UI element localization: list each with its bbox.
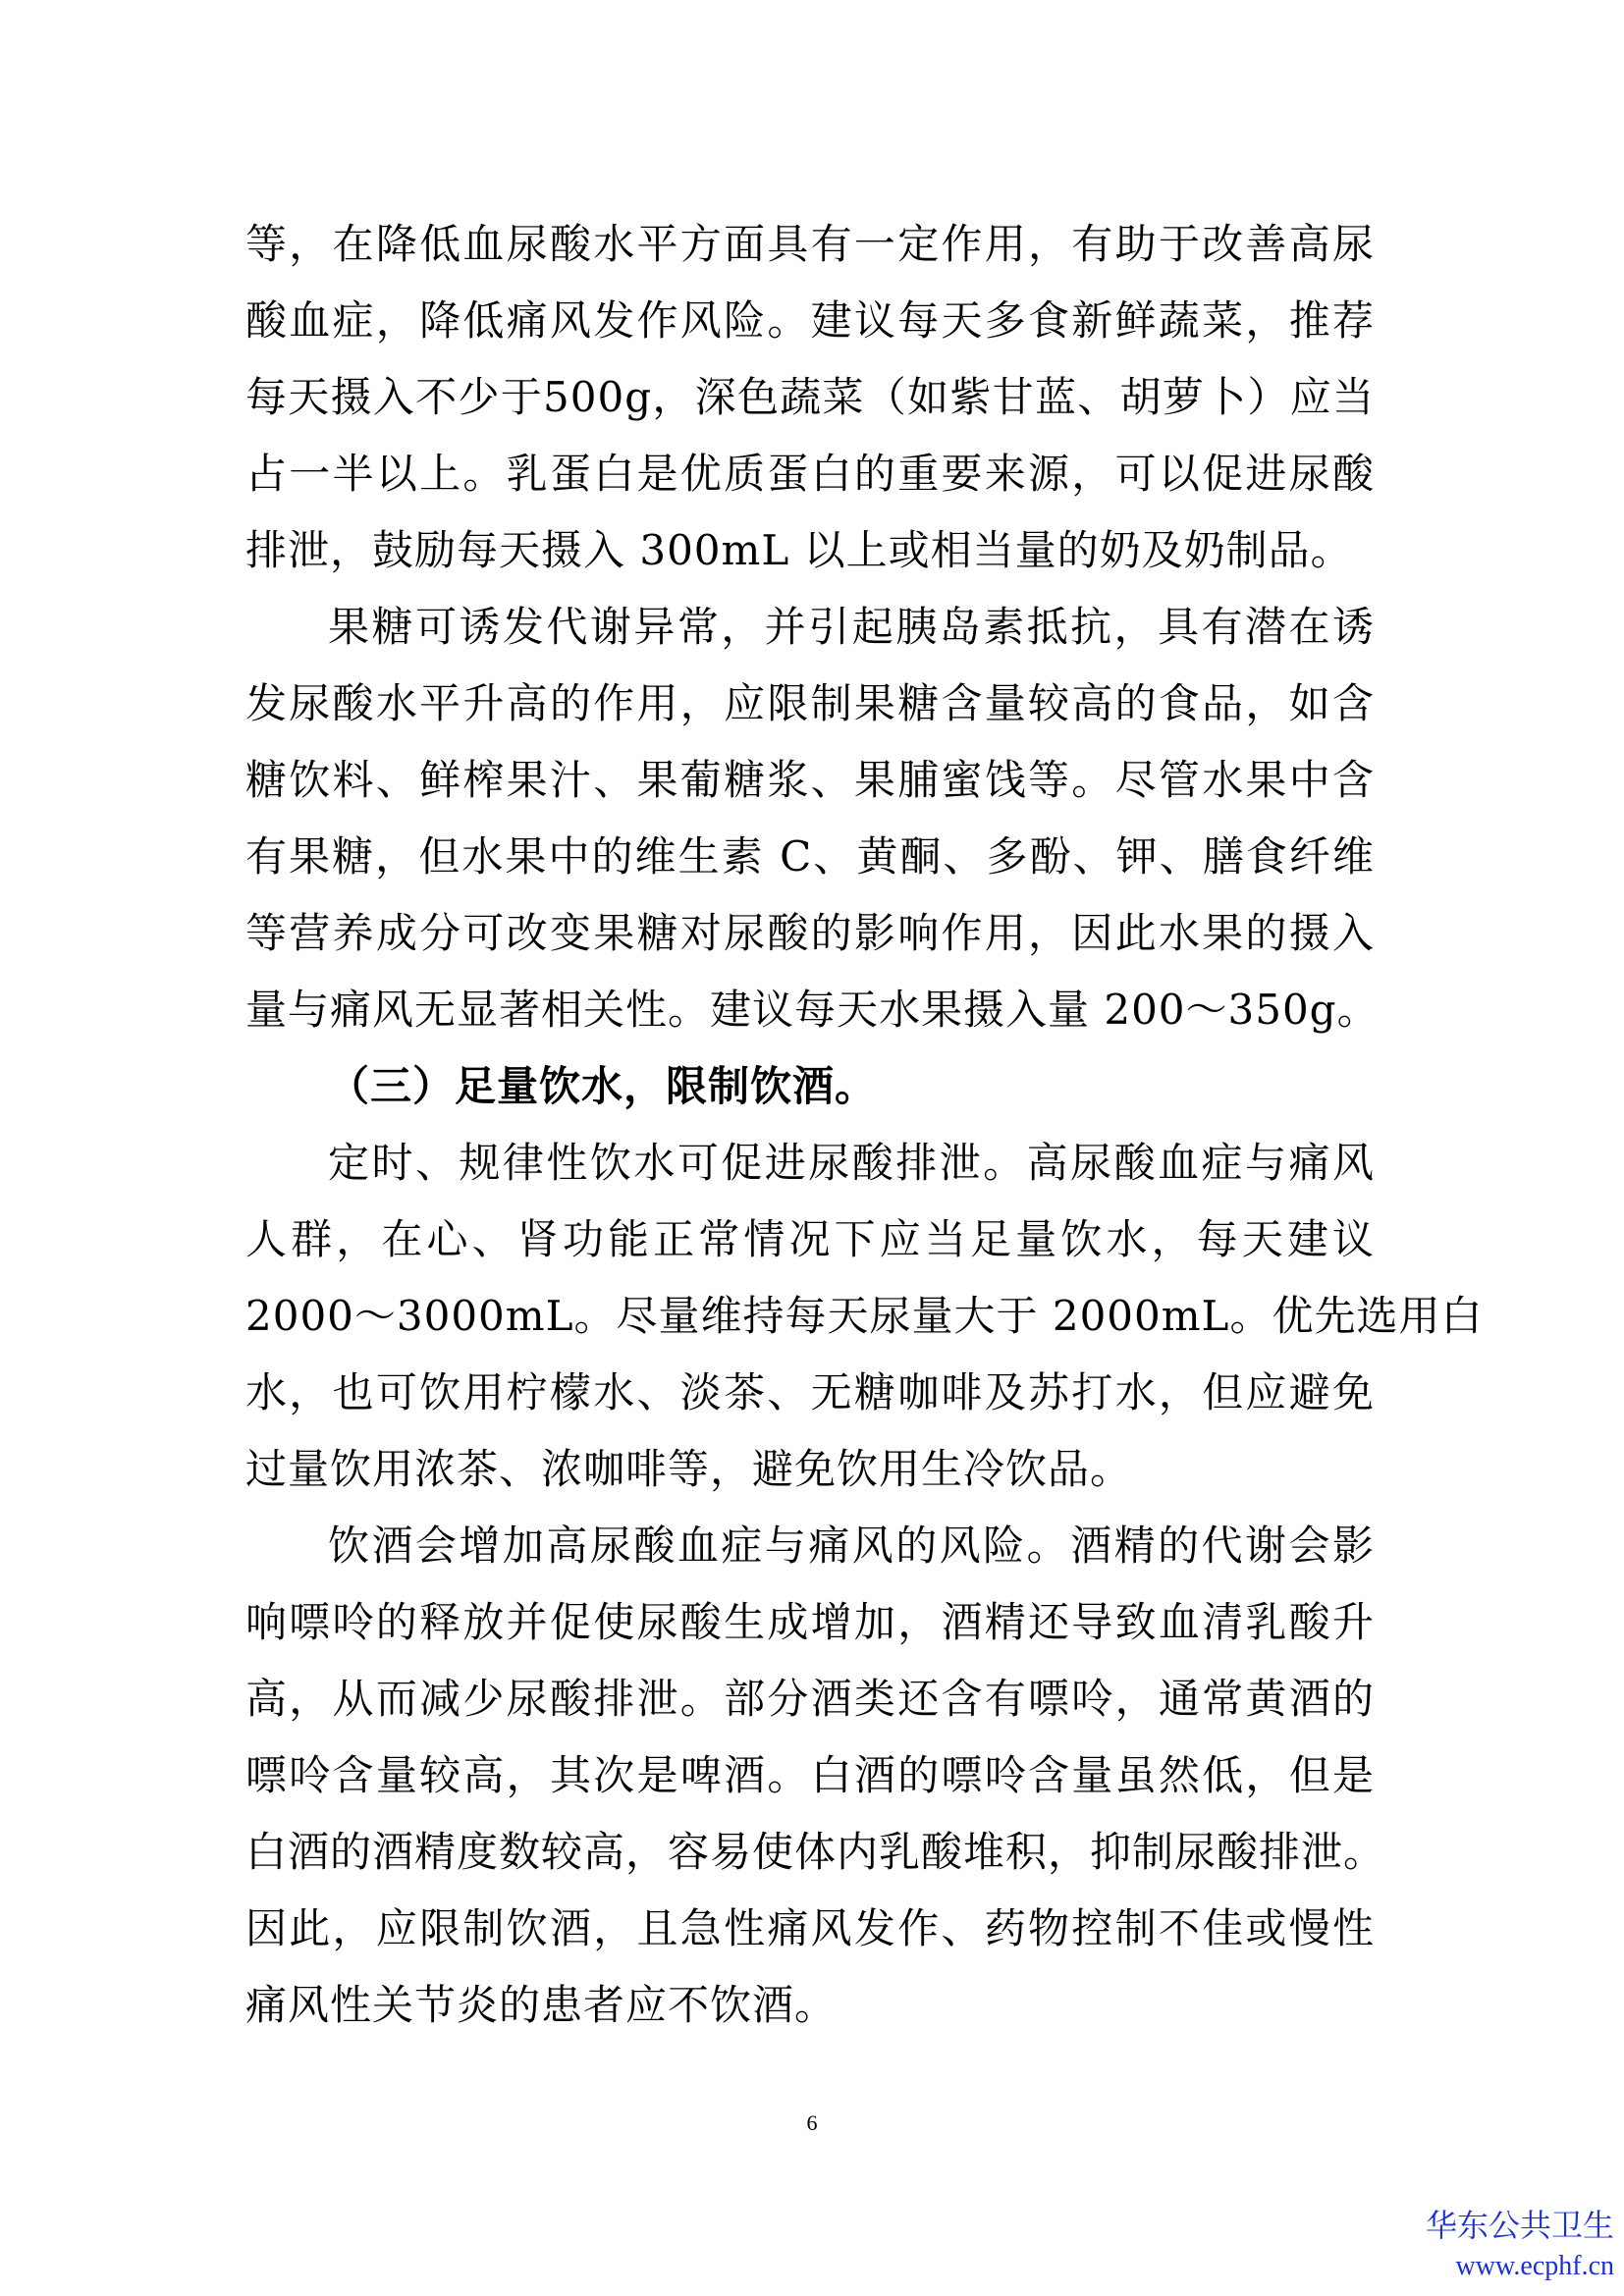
text-line: 排泄，鼓励每天摄入 300mL 以上或相当量的奶及奶制品。: [245, 526, 1353, 574]
section-heading: （三）足量饮水，限制饮酒。: [328, 1062, 878, 1110]
text-line: 因此，应限制饮酒，且急性痛风发作、药物控制不佳或慢性: [245, 1904, 1375, 1952]
text-line: 发尿酸水平升高的作用，应限制果糖含量较高的食品，如含: [245, 679, 1375, 727]
paragraph-first-line: 饮酒会增加高尿酸血症与痛风的风险。酒精的代谢会影: [328, 1522, 1375, 1570]
watermark: [1426, 2204, 1614, 2286]
paragraph-first-line: 果糖可诱发代谢异常，并引起胰岛素抵抗，具有潜在诱: [328, 603, 1375, 651]
text-line: 2000～3000mL。尽量维持每天尿量大于 2000mL。优先选用白: [245, 1292, 1484, 1340]
watermark-url: www.ecphf.cn: [1455, 2251, 1614, 2281]
text-line: 有果糖，但水果中的维生素 C、黄酮、多酚、钾、膳食纤维: [245, 832, 1375, 881]
document-body: [245, 206, 1484, 2044]
watermark-title: 华东公共卫生: [1425, 2207, 1614, 2244]
text-line: 响嘌呤的释放并促使尿酸生成增加，酒精还导致血清乳酸升: [245, 1598, 1375, 1646]
text-line: 酸血症，降低痛风发作风险。建议每天多食新鲜蔬菜，推荐: [245, 296, 1375, 345]
text-line: 等营养成分可改变果糖对尿酸的影响作用，因此水果的摄入: [245, 909, 1375, 957]
text-line: 嘌呤含量较高，其次是啤酒。白酒的嘌呤含量虽然低，但是: [245, 1751, 1375, 1799]
paragraph-first-line: 定时、规律性饮水可促进尿酸排泄。高尿酸血症与痛风: [328, 1139, 1375, 1187]
text-line: 糖饮料、鲜榨果汁、果葡糖浆、果脯蜜饯等。尽管水果中含: [245, 756, 1375, 804]
text-line: 每天摄入不少于500g，深色蔬菜（如紫甘蓝、胡萝卜）应当: [245, 373, 1375, 421]
text-line: 人群，在心、肾功能正常情况下应当足量饮水，每天建议: [245, 1215, 1375, 1263]
text-line: 高，从而减少尿酸排泄。部分酒类还含有嘌呤，通常黄酒的: [245, 1675, 1375, 1723]
text-line: 量与痛风无显著相关性。建议每天水果摄入量 200～350g。: [245, 986, 1380, 1034]
text-line: 等，在降低血尿酸水平方面具有一定作用，有助于改善高尿: [245, 220, 1375, 268]
text-line: 过量饮用浓茶、浓咖啡等，避免饮用生冷饮品。: [245, 1445, 1133, 1493]
text-line: 占一半以上。乳蛋白是优质蛋白的重要来源，可以促进尿酸: [245, 450, 1375, 498]
text-line: 痛风性关节炎的患者应不饮酒。: [245, 1981, 838, 2029]
page-number: 6: [806, 2110, 818, 2135]
text-line: 水，也可饮用柠檬水、淡茶、无糖咖啡及苏打水，但应避免: [245, 1368, 1375, 1416]
text-line: 白酒的酒精度数较高，容易使体内乳酸堆积，抑制尿酸排泄。: [245, 1828, 1386, 1876]
